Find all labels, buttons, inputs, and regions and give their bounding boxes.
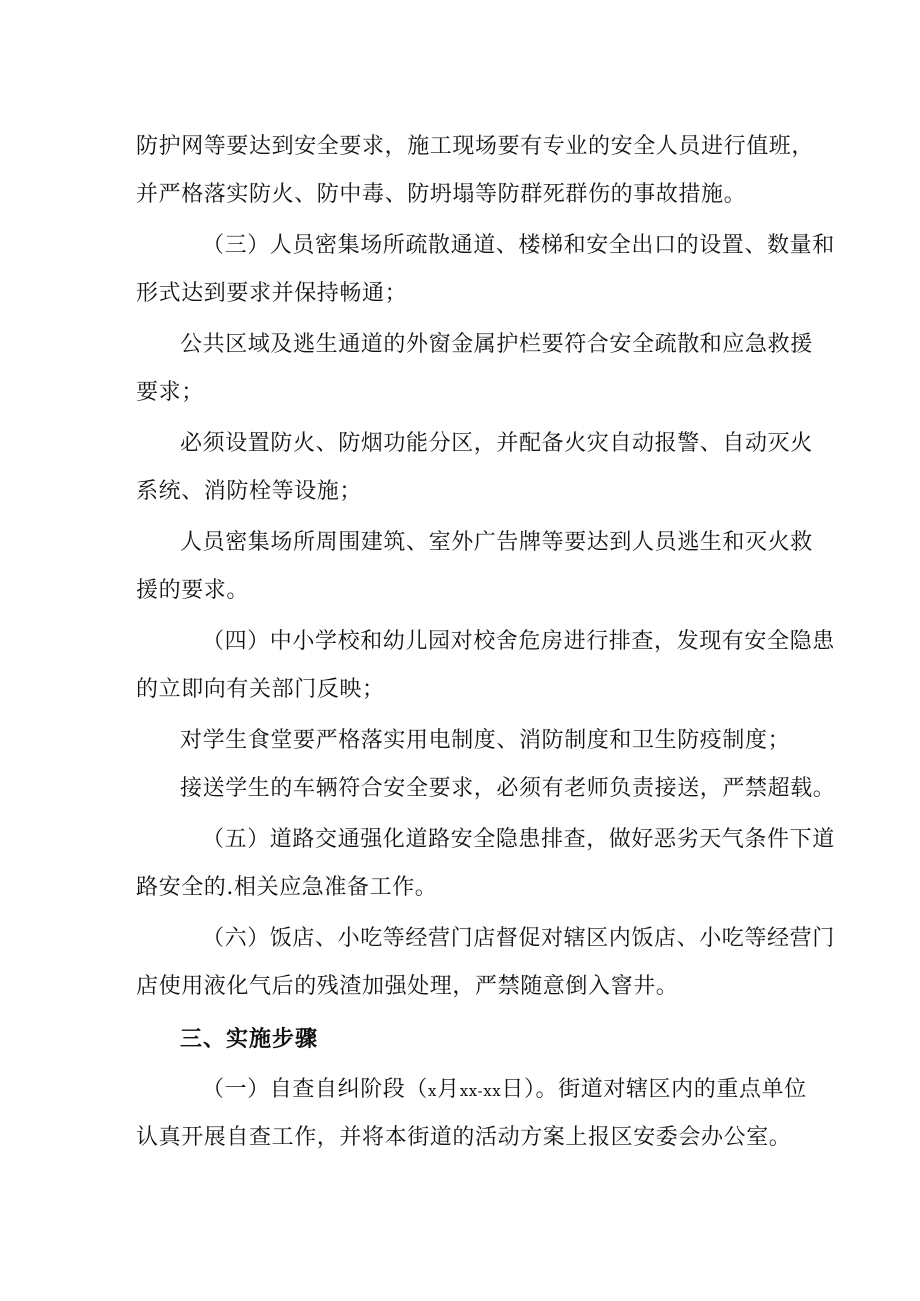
document-body [136,123,836,1162]
step-dates: xx-xx [459,1082,502,1100]
paragraph-line: 路安全的.相关应急准备工作。 [136,875,438,900]
paragraph-line: 店使用液化气后的残渣加强处理，严禁随意倒入窨井。 [136,974,679,999]
paragraph-line: 的立即向有关部门反映； [136,677,385,702]
paragraph-line: 接送学生的车辆符合安全要求，必须有老师负责接送，严禁超载。 [180,776,836,801]
paragraph-line: 人员密集场所周围建筑、室外广告牌等要达到人员逃生和灭火救 [180,530,813,555]
step-suffix: 日）。街道对辖区内的重点单位 [501,1077,807,1102]
paragraph-line: （五）道路交通强化道路安全隐患排查，做好恶劣天气条件下道 [202,827,835,852]
paragraph-line: 援的要求。 [136,578,250,603]
paragraph-line: 要求； [136,380,204,405]
step-month: 月 [437,1077,460,1102]
paragraph-line: 形式达到要求并保持畅通； [136,281,408,306]
paragraph-line: （四）中小学校和幼儿园对校舍危房进行排查，发现有安全隐患 [202,629,835,654]
paragraph-line: 认真开展自查工作，并将本街道的活动方案上报区安委会办公室。 [136,1125,792,1150]
paragraph-line: （六）饭店、小吃等经营门店督促对辖区内饭店、小吃等经营门 [202,926,835,951]
step-line [136,1066,807,1114]
paragraph-line: 防护网等要达到安全要求，施工现场要有专业的安全人员进行值班， [136,134,815,159]
paragraph-line: 系统、消防栓等设施； [136,479,363,504]
paragraph-line: 公共区域及逃生通道的外窗金属护栏要符合安全疏散和应急救援 [180,332,813,357]
section-heading: 三、实施步骤 [180,1026,319,1052]
paragraph-line: 必须设置防火、防烟功能分区，并配备火灾自动报警、自动灭火 [180,431,813,456]
paragraph-line: （三）人员密集场所疏散通道、楼梯和安全出口的设置、数量和 [202,233,835,258]
step-month-x: x [428,1082,438,1100]
step-prefix: （一）自查自纠阶段（ [202,1077,429,1102]
paragraph-line: 对学生食堂要严格落实用电制度、消防制度和卫生防疫制度； [180,728,791,753]
paragraph-line: 并严格落实防火、防中毒、防坍塌等防群死群伤的事故措施。 [136,182,747,207]
